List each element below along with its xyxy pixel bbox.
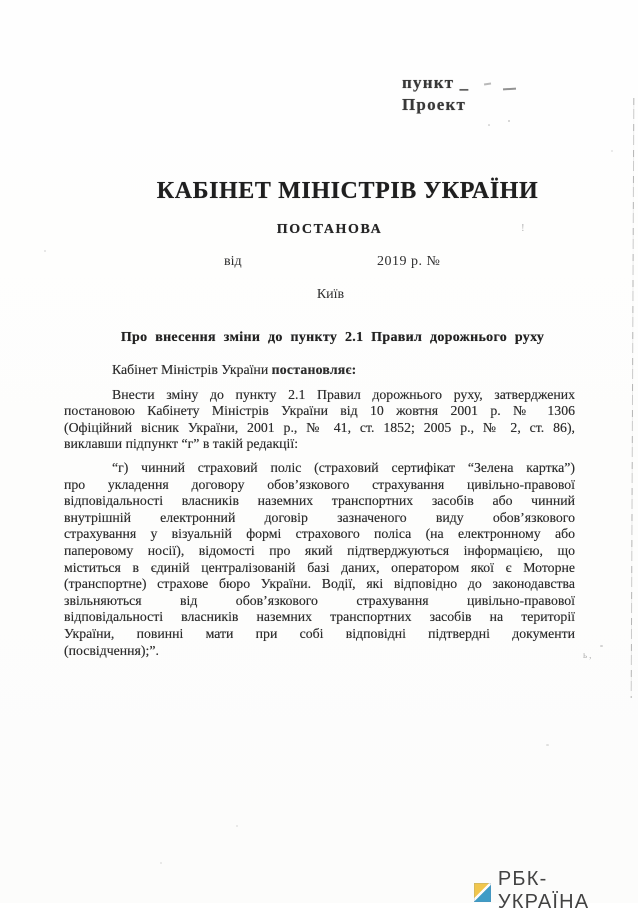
date-number-line xyxy=(64,254,575,272)
rbc-logo-text: РБК-УКРАЇНА xyxy=(497,868,590,913)
scan-speck xyxy=(236,825,238,827)
scan-speck-artifact: ь, xyxy=(583,650,594,660)
text-line: страхування у візуальній формі страхового поліса (на електронному або xyxy=(64,526,575,542)
paragraph xyxy=(64,460,575,659)
text-line: постановою Кабінету Міністрів України від 10 жовтня 2001 р. № 1306 xyxy=(64,403,575,419)
scan-dash-artifact xyxy=(503,88,516,91)
text-line: (посвідчення);”. xyxy=(64,642,159,658)
date-prefix: від xyxy=(224,254,242,269)
scan-speck xyxy=(600,645,603,647)
text-line: відповідальності власників наземних транспортних засобів або чинний xyxy=(64,493,575,509)
paragraph xyxy=(64,387,575,453)
scan-speck xyxy=(160,862,162,864)
scan-line-artifact xyxy=(631,98,635,698)
organization-title: КАБІНЕТ МІНІСТРІВ УКРАЇНИ xyxy=(156,178,539,204)
text-line: внутрішній електронний договір зазначеного виду обов’язкового xyxy=(64,509,575,525)
scan-speck xyxy=(508,120,510,122)
scan-dash-artifact xyxy=(484,83,491,85)
scan-speck xyxy=(488,124,490,126)
text-line: паперовому носії), відомості про який підтверджуються інформацією, що xyxy=(64,542,575,558)
text-line: про укладення договору обов’язкового страхування цивільно-правової xyxy=(64,476,575,492)
text-line: міститься в єдиній централізованій базі даних, оператором якої є Моторне xyxy=(64,559,575,575)
document-type-heading: ПОСТАНОВА xyxy=(276,222,383,237)
corner-note-line-2: Проект xyxy=(402,95,467,114)
city-line: Київ xyxy=(316,287,345,302)
date-year-number: 2019 р. № xyxy=(377,254,441,269)
typewritten-corner-note xyxy=(402,72,469,116)
text-line: виклавши підпункт “г” в такій редакції: xyxy=(64,436,299,452)
resolution-intro-bold: постановляє: xyxy=(271,362,357,377)
document-body xyxy=(64,362,575,666)
rbc-logo-icon xyxy=(474,883,491,902)
text-line: (транспортне) страхове бюро України. Водії, які відповідно до законодавства xyxy=(64,576,575,592)
rbc-ukraine-watermark xyxy=(474,868,638,914)
scan-speck-artifact: ! xyxy=(521,222,525,234)
text-line: України, повинні мати при собі відповідні підтвердні документи xyxy=(64,625,575,641)
resolution-intro-line xyxy=(64,362,575,379)
text-line: “г) чинний страховий поліс (страховий сертифікат “Зелена картка”) xyxy=(112,459,575,475)
text-line: (Офіційний вісник України, 2001 р., № 41, ст. 1852; 2005 р., № 2, ст. 86), xyxy=(64,419,575,435)
document-subject: Про внесення зміни до пункту 2.1 Правил дорожнього руху xyxy=(120,330,545,345)
text-line: відповідальності власників наземних транспортних засобів на території xyxy=(64,609,575,625)
text-line: звільняються від обов’язкового страхування цивільно-правової xyxy=(64,592,575,608)
text-line: Внести зміну до пункту 2.1 Правил дорожнього руху, затверджених xyxy=(112,386,575,402)
scan-speck xyxy=(44,250,46,252)
scan-speck xyxy=(546,744,549,746)
scan-speck xyxy=(611,150,613,152)
resolution-intro-prefix: Кабінет Міністрів України xyxy=(112,362,272,377)
corner-note-line-1: пункт _ xyxy=(402,73,470,92)
